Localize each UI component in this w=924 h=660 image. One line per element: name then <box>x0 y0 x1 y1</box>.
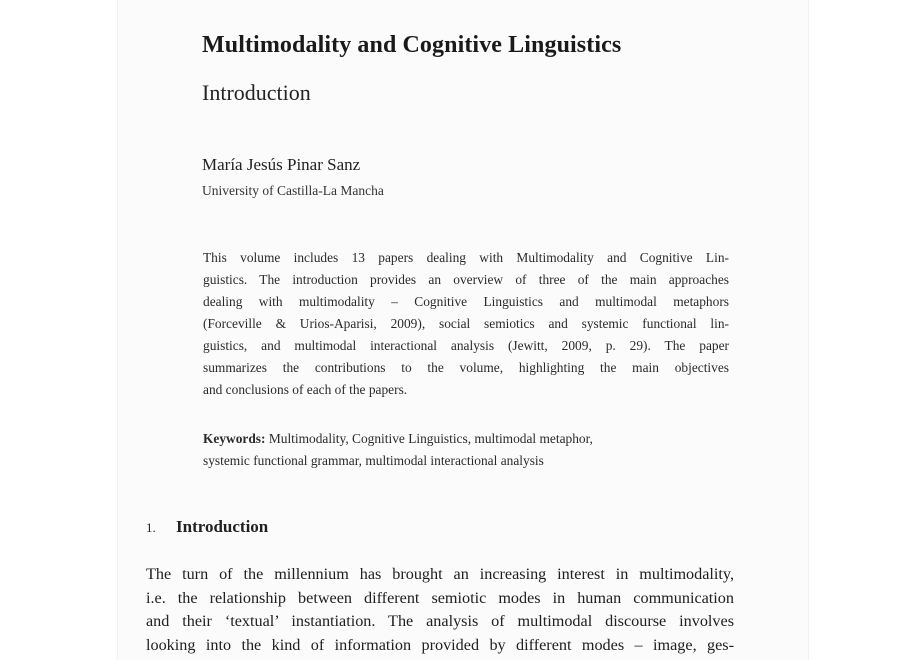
author-name: María Jesús Pinar Sanz <box>202 155 361 174</box>
keywords-text: Multimodality, Cognitive Linguistics, multimodal metaphor, <box>268 431 593 446</box>
body-line: and their ‘textual’ instantiation. The analysis of multimodal discourse involves <box>146 612 734 630</box>
abstract-line: (Forceville & Urios-Aparisi, 2009), social semiotics and systemic functional lin- <box>203 316 729 331</box>
section-number: 1. <box>146 520 156 535</box>
keywords-line: systemic functional grammar, multimodal interactional analysis <box>203 453 544 468</box>
abstract-line: guistics, and multimodal interactional analysis (Jewitt, 2009, p. 29). The paper <box>203 338 729 353</box>
article-subtitle: Introduction <box>202 80 311 105</box>
abstract-line: summarizes the contributions to the volume, highlighting the main objectives <box>203 360 729 375</box>
abstract-line: guistics. The introduction provides an overview of three of the main approaches <box>203 272 729 287</box>
author-affiliation: University of Castilla-La Mancha <box>202 183 384 198</box>
abstract-line: This volume includes 13 papers dealing with Multimodality and Cognitive Lin- <box>203 250 729 265</box>
section-title: Introduction <box>176 517 269 536</box>
abstract-line: dealing with multimodality – Cognitive Linguistics and multimodal metaphors <box>203 294 729 309</box>
keywords-label: Keywords: <box>203 431 266 446</box>
keywords-block <box>203 428 729 472</box>
keywords-line <box>203 428 729 450</box>
body-line: i.e. the relationship between different semiotic modes in human communication <box>146 588 734 607</box>
section-heading <box>146 517 268 537</box>
article-title: Multimodality and Cognitive Linguistics <box>202 32 622 58</box>
body-line: The turn of the millennium has brought an increasing interest in multimodality, <box>146 565 734 583</box>
abstract <box>203 247 729 401</box>
abstract-line: and conclusions of each of the papers. <box>203 382 408 397</box>
body-paragraph <box>146 563 734 657</box>
body-line: looking into the kind of information provided by different modes – image, ges- <box>146 635 734 654</box>
